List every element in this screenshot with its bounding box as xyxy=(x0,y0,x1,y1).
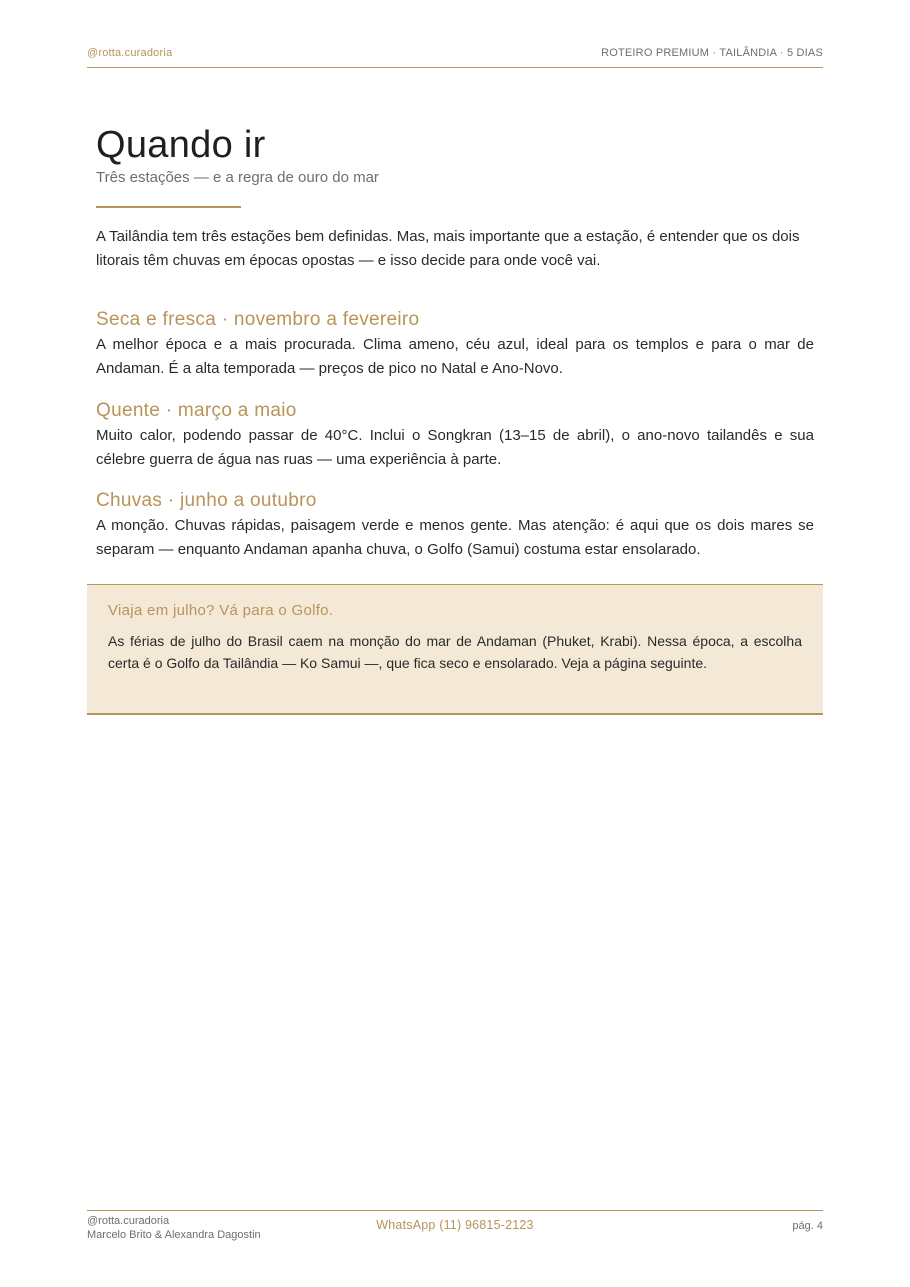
tip-callout xyxy=(87,584,823,715)
season-title: Chuvas · junho a outubro xyxy=(96,490,317,511)
page-subtitle: Três estações — e a regra de ouro do mar xyxy=(96,169,379,186)
season-body: A monção. Chuvas rápidas, paisagem verde e menos gente. Mas atenção: é aqui que os dois mares se separam — enquanto Andaman apanha chuva, o Golfo (Samui) costuma estar ensolarado. xyxy=(96,517,814,558)
title-divider xyxy=(96,206,241,208)
header-document-title: ROTEIRO PREMIUM · TAILÂNDIA · 5 DIAS xyxy=(601,47,823,59)
season-title: Quente · março a maio xyxy=(96,400,297,421)
main-content xyxy=(96,122,814,562)
page-title: Quando ir xyxy=(96,124,266,166)
header-handle: @rotta.curadoria xyxy=(87,47,173,59)
season-hot xyxy=(96,398,814,472)
intro-paragraph: A Tailândia tem três estações bem definidas. Mas, mais importante que a estação, é entender que os dois litorais têm chuvas em épocas opostas — e isso decide para onde você vai. xyxy=(96,228,800,269)
season-body: A melhor época e a mais procurada. Clima ameno, céu azul, ideal para os templos e para o mar de Andaman. É a alta temporada — preços de pico no Natal e Ano-Novo. xyxy=(96,336,814,377)
footer-authors: Marcelo Brito & Alexandra Dagostin xyxy=(87,1229,261,1241)
page-header xyxy=(87,44,823,68)
callout-title: Viaja em julho? Vá para o Golfo. xyxy=(108,602,334,619)
page-number: pág. 4 xyxy=(792,1220,823,1232)
callout-body: As férias de julho do Brasil caem na monção do mar de Andaman (Phuket, Krabi). Nessa época, a escolha certa é o Golfo da Tailândia — Ko Samui —, que fica seco e ensolarado. Veja a página seguinte. xyxy=(108,633,802,671)
page-footer xyxy=(87,1210,823,1251)
season-rainy xyxy=(96,488,814,562)
season-dry-cool xyxy=(96,307,814,381)
footer-handle: @rotta.curadoria xyxy=(87,1215,170,1227)
season-title: Seca e fresca · novembro a fevereiro xyxy=(96,309,420,330)
season-body: Muito calor, podendo passar de 40°C. Inclui o Songkran (13–15 de abril), o ano-novo tailandês e sua célebre guerra de água nas ruas — uma experiência à parte. xyxy=(96,427,814,468)
footer-whatsapp-contact: WhatsApp (11) 96815-2123 xyxy=(376,1218,534,1232)
